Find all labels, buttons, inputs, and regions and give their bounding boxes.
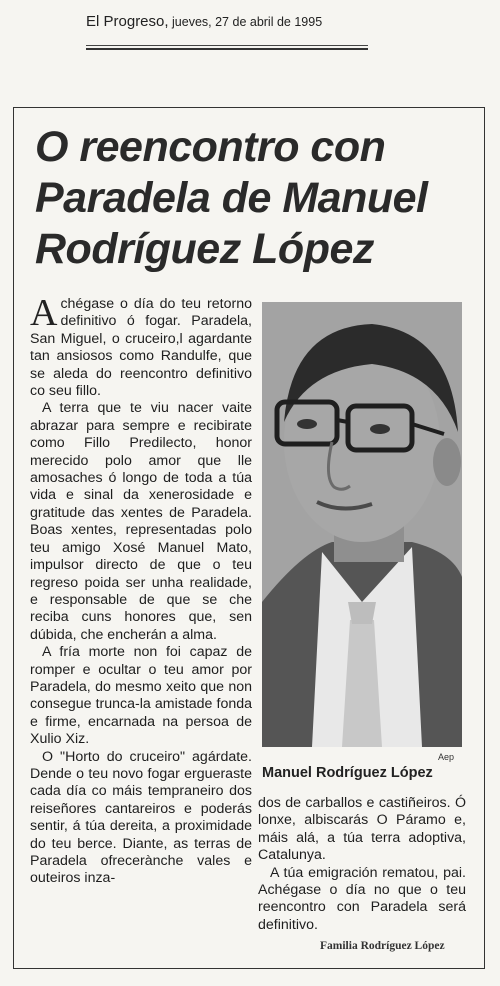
masthead-rule-thick [86, 48, 368, 50]
portrait-image [262, 302, 462, 747]
masthead [86, 14, 322, 30]
article-paragraph: A túa emigración rematou, pai. Achégase o día no que o teu reencontro con Paradela será definitivo. [258, 864, 466, 933]
article-paragraph: A fría morte non foi capaz de romper e ocultar o teu amor por Paradela, do mesmo xeito que non consegue trunca-la amistade fonda e firme, encarnada na persoa de Xulio Xiz. [30, 644, 252, 748]
article-paragraph: Achégase o día do teu retorno definitivo ó fogar. Paradela, San Miguel, o cruceiro,l agardante tan ansiosos como Randulfe, que se aleda do reencontro definitivo co seu fillo. [30, 292, 252, 400]
photo-caption: Manuel Rodríguez López [262, 765, 433, 781]
article-headline: O reencontro con Paradela de Manuel Rodríguez López [35, 123, 428, 273]
article-column-left [30, 292, 252, 888]
article-paragraph: A terra que te viu nacer vaite abrazar para sempre e recibirate como Fillo Predilecto, honor merecido polo amor que lle amosaches ó longo de toda a túa vida e sinal da xenerosidade e gratitude das xentes de Paradela. Boas xentes, representadas polo teu amigo Xosé Manuel Mato, impulsor directo de que o teu regreso poida ser unha realidade, e responsable de que se che reciba cuns honores que, sen dúbida, che encherán a alma. [30, 400, 252, 643]
newspaper-name: El Progreso, [86, 13, 169, 30]
masthead-rule [86, 45, 368, 46]
article-column-right [258, 795, 466, 934]
publication-date: jueves, 27 de abril de 1995 [172, 15, 323, 29]
article-paragraph: O "Horto do cruceiro" agárdate. Dende o teu novo fogar ergueraste cada día co máis tempraneiro dos reiseñores cantareiros e poderás sentir, á túa dereita, a proximidade do teu berce. Diante, as terras de Paradela ofrecerànche vales e outeiros inza- [30, 748, 252, 887]
article-paragraph: dos de carballos e castiñeiros. Ó lonxe, albiscarás O Páramo e, máis alá, a túa terra adoptiva, Catalunya. [258, 795, 466, 864]
drop-cap: A [30, 292, 58, 334]
article-signature: Familia Rodríguez López [320, 940, 445, 952]
photo-credit: Aep [438, 752, 455, 762]
portrait-photo [262, 302, 462, 747]
